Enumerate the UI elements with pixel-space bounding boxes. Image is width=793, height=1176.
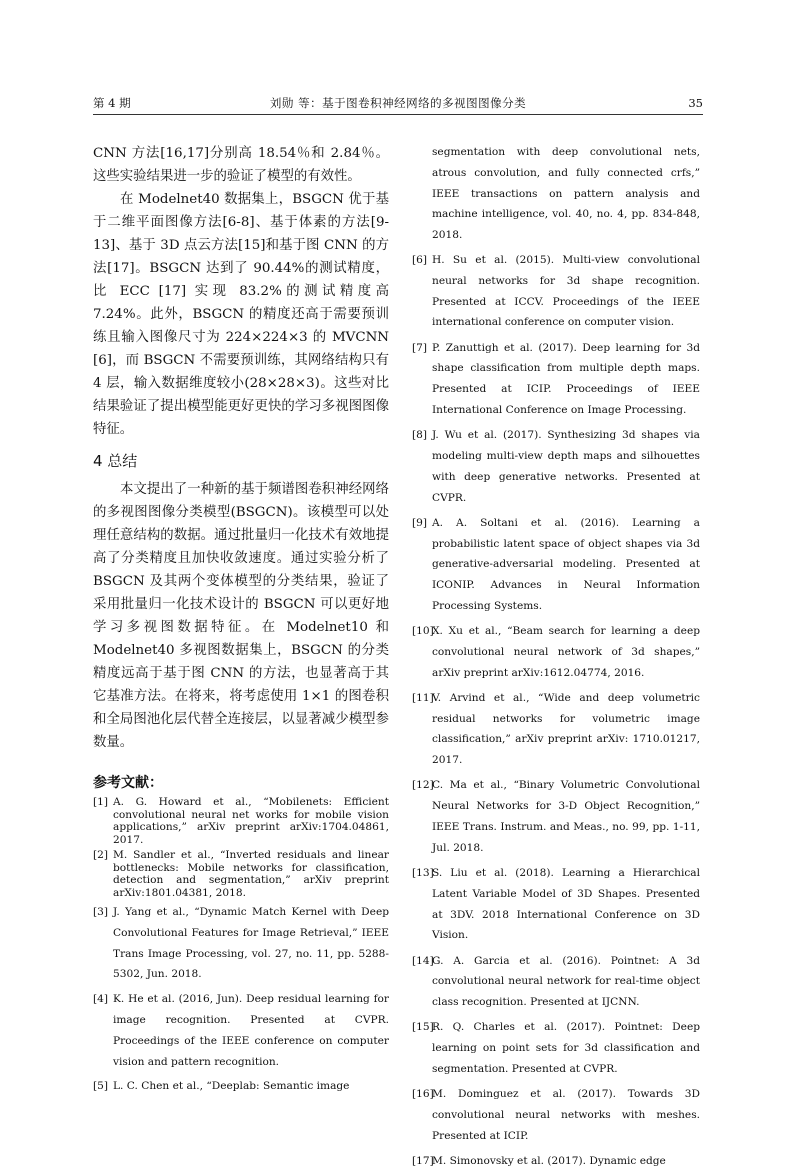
reference-number: [16] [412, 1088, 434, 1101]
reference-number: [11] [412, 691, 434, 704]
reference-number: [15] [412, 1021, 434, 1034]
reference-number: [17] [412, 1154, 434, 1167]
reference-text: C. Ma et al., “Binary Volumetric Convolutional Neural Networks for 3-D Object Recognition,” IEEE Trans. Instrum. and Meas., no. 99, pp. 1-11, Jul. 2018. [432, 779, 700, 854]
header-rule [93, 114, 703, 115]
reference-number: [2] [93, 849, 109, 861]
reference-text: H. Su et al. (2015). Multi-view convolutional neural networks for 3d shape recognition. Presented at ICCV. Proceedings of the IEEE international conference on computer vision. [432, 253, 700, 329]
reference-item [93, 902, 389, 985]
reference-item [412, 951, 700, 1013]
reference-text: K. He et al. (2016, Jun). Deep residual learning for image recognition. Presented at CVPR. Proceedings of the IEEE conference on computer vision and pattern recognition. [113, 993, 389, 1068]
reference-number: [6] [412, 253, 428, 266]
reference-text: L. C. Chen et al., “Deeplab: Semantic image [113, 1080, 350, 1093]
reference-text: M. Simonovsky et al. (2017). Dynamic edge [432, 1154, 666, 1167]
reference-item [412, 338, 700, 421]
reference-text: R. Q. Charles et al. (2017). Pointnet: Deep learning on point sets for 3d classification and segmentation. Presented at CVPR. [432, 1021, 700, 1075]
reference-number: [4] [93, 993, 109, 1006]
reference-item [93, 1076, 389, 1097]
reference-item [412, 688, 700, 771]
reference-text: G. A. Garcia et al. (2016). Pointnet: A 3d convolutional neural network for real-time object class recognition. Presented at IJCNN. [432, 954, 700, 1009]
reference-number: [12] [412, 779, 434, 792]
reference-item [93, 989, 389, 1072]
reference-text: M. Dominguez et al. (2017). Towards 3D convolutional neural networks with meshes. Presented at ICIP. [432, 1088, 700, 1142]
reference-number: [10] [412, 625, 434, 638]
reference-text: X. Xu et al., “Beam search for learning a deep convolutional neural network of 3d shapes,” arXiv preprint arXiv:1612.04774, 2016. [432, 625, 700, 679]
reference-item [93, 796, 389, 846]
reference-text: S. Liu et al. (2018). Learning a Hierarchical Latent Variable Model of 3D Shapes. Presented at 3DV. 2018 International Conference on 3D Vision. [432, 867, 700, 942]
reference-continuation: segmentation with deep convolutional nets, atrous convolution, and fully connected crfs,” IEEE transactions on pattern analysis and machine intelligence, vol. 40, no. 4, pp. 834-848, 2018. [432, 146, 700, 242]
reference-number: [9] [412, 516, 428, 529]
running-title: 刘勋 等：基于图卷积神经网络的多视图图像分类 [269, 96, 527, 110]
reference-text: M. Sandler et al., “Inverted residuals and linear bottlenecks: Mobile networks for classification, detection and segmentation,” arXiv preprint arXiv:1801.04381, 2018. [113, 849, 389, 899]
reference-number: [14] [412, 954, 434, 967]
reference-number: [8] [412, 429, 428, 442]
reference-number: [1] [93, 796, 109, 808]
reference-item [412, 775, 700, 858]
results-paragraph-1: CNN 方法[16,17]分别高 18.54％和 2.84％。这些实验结果进一步的验证了模型的有效性。 [93, 146, 389, 184]
issue-label: 第 4 期 [93, 96, 131, 110]
reference-list-left [93, 796, 389, 1097]
reference-text: P. Zanuttigh et al. (2017). Deep learning for 3d shape classification from multiple depth maps. Presented at ICIP. Proceedings of IEEE International Conference on Image Processing. [432, 341, 700, 416]
reference-item [412, 425, 700, 508]
reference-item [412, 621, 700, 683]
reference-number: [7] [412, 341, 428, 354]
reference-item [412, 1017, 700, 1079]
reference-item [412, 250, 700, 333]
reference-text: A. G. Howard et al., “Mobilenets: Efficient convolutional neural net works for mobile vision applications,” arXiv preprint arXiv:1704.04861, 2017. [113, 796, 389, 846]
reference-text: V. Arvind et al., “Wide and deep volumetric residual networks for volumetric image classification,” arXiv preprint arXiv: 1710.01217, 2017. [432, 691, 700, 767]
running-header [93, 95, 703, 111]
reference-text: J. Wu et al. (2017). Synthesizing 3d shapes via modeling multi-view depth maps and silhouettes with deep generative networks. Presented at CVPR. [432, 429, 700, 504]
reference-item [412, 513, 700, 617]
references-title: 参考文献： [93, 775, 163, 791]
right-column [412, 142, 700, 1176]
reference-item [412, 1084, 700, 1146]
conclusion-paragraph: 本文提出了一种新的基于频谱图卷积神经网络的多视图图像分类模型(BSGCN)。该模型可以处理任意结构的数据。通过批量归一化技术有效地提高了分类精度且加快收敛速度。通过实验分析了 BSGCN 及其两个变体模型的分类结果，验证了采用批量归一化技术设计的 BSGCN 可以更好地学习多视图数据特征。在 Modelnet10 和 Modelnet40 多视图数据集上，BSGCN 的分类精度远高于基于图 CNN 的方法，也显著高于其它基准方法。在将来，将考虑使用 1×1 的图卷积和全局图池化层代替全连接层，以显著减少模型参数量。 [93, 482, 389, 750]
reference-number: [13] [412, 867, 434, 880]
left-column [93, 142, 389, 1101]
reference-text: A. A. Soltani et al. (2016). Learning a probabilistic latent space of object shapes via 3d generative-adversarial modeling. Presented at ICONIP. Advances in Neural Information Processing Systems. [432, 516, 700, 612]
reference-list-right [412, 250, 700, 1172]
reference-item [412, 863, 700, 946]
results-paragraph-2: 在 Modelnet40 数据集上，BSGCN 优于基于二维平面图像方法[6-8]、基于体素的方法[9-13]、基于 3D 点云方法[15]和基于图 CNN 的方法[17]。BSGCN 达到了 90.44%的测试精度，比 ECC [17] 实现 83.2%的测试精度高 7.24%。此外，BSGCN 的精度还高于需要预训练且输入图像尺寸为 224×224×3 的 MVCNN [6]，而 BSGCN 不需要预训练，其网络结构只有 4 层，输入数据维度较小(28×28×3)。这些对比结果验证了提出模型能更好更快的学习多视图图像特征。 [93, 192, 389, 437]
reference-text: J. Yang et al., “Dynamic Match Kernel with Deep Convolutional Features for Image Retrieval,” IEEE Trans Image Processing, vol. 27, no. 11, pp. 5288-5302, Jun. 2018. [113, 906, 389, 981]
reference-number: [5] [93, 1080, 109, 1093]
reference-item [412, 1151, 700, 1172]
section-heading-conclusion: 4 总结 [93, 452, 138, 470]
page-number: 35 [688, 96, 703, 110]
reference-item [93, 849, 389, 899]
reference-number: [3] [93, 906, 109, 918]
